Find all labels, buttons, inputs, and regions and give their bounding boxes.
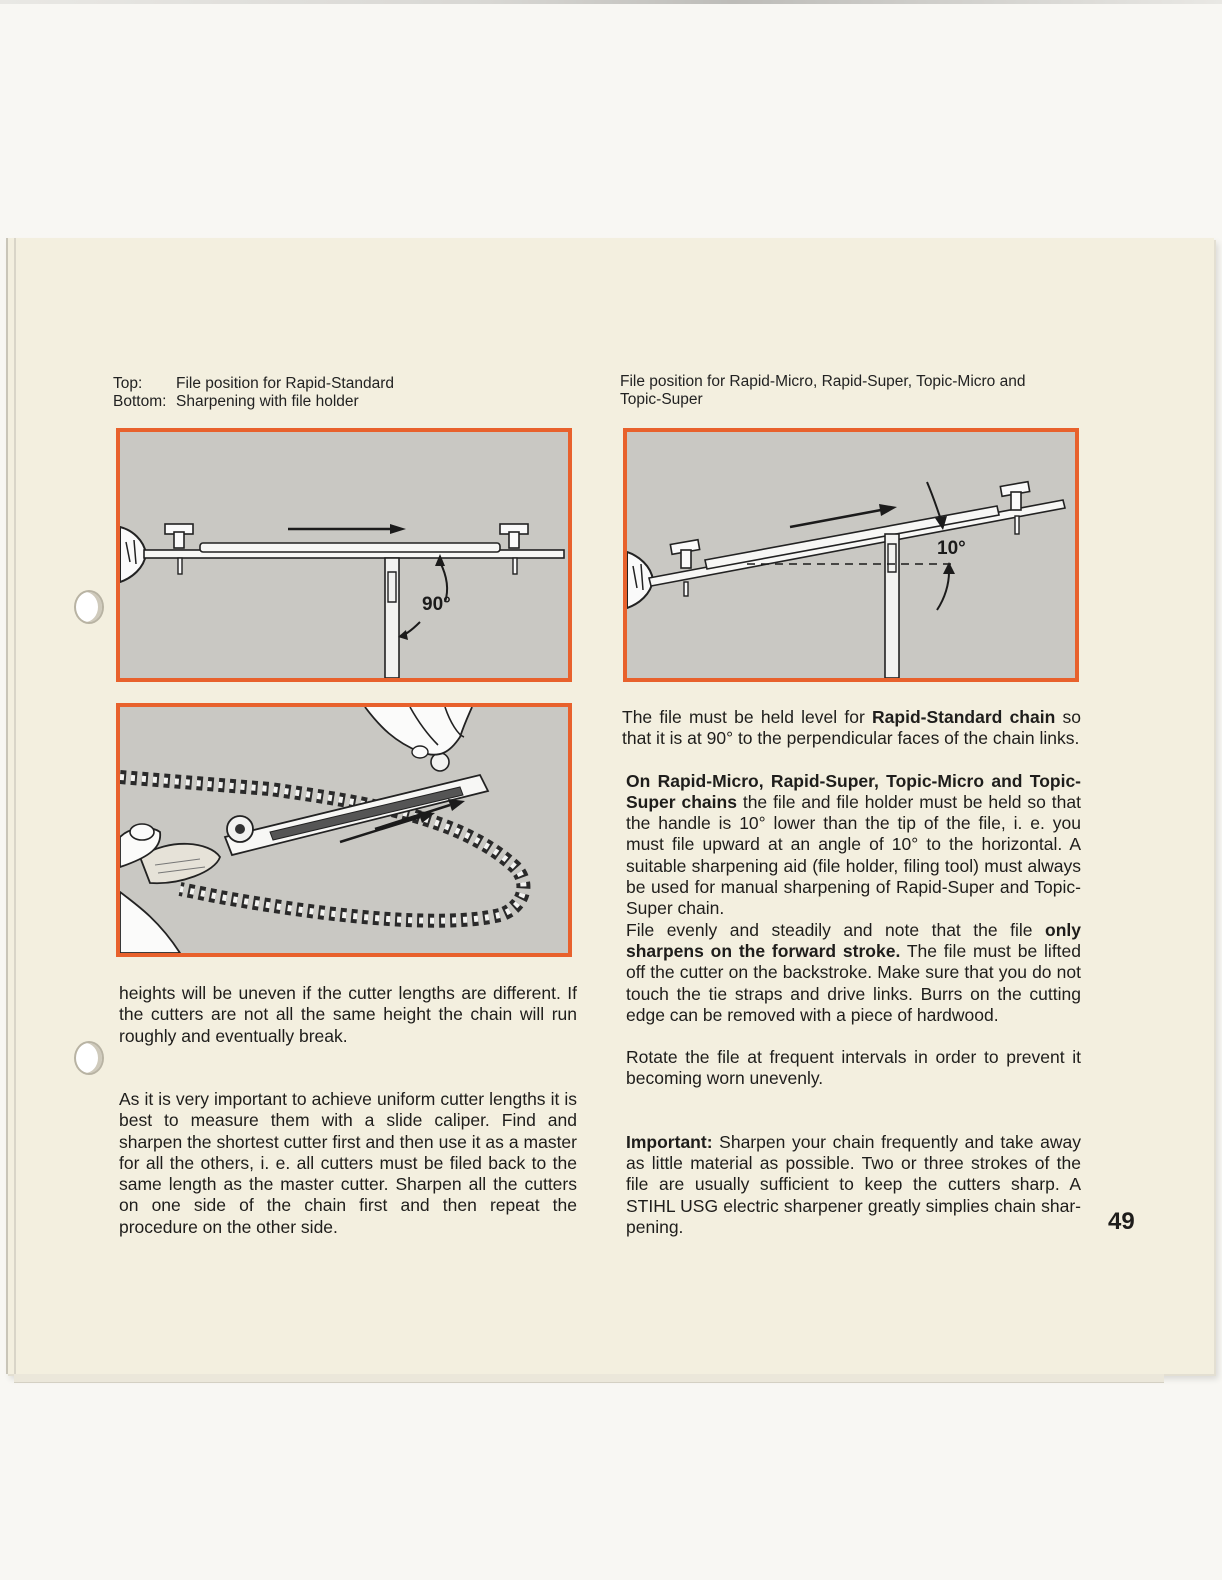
scan-top-edge — [0, 0, 1222, 4]
left-figure-caption — [113, 375, 394, 411]
p1-lead: The file must be held level for — [622, 707, 873, 727]
left-paragraph-2: As it is very important to achieve uniform cutter lengths it is best to measure them with a slide caliper. Find and sharpen the shortest cutter first and then use it as a master for all the others, i. e. all cutters must be filed back to the same length as the master cutter. Sharpen all the cutters on one side of the chain first and then repeat the procedure on the other side. — [119, 1089, 577, 1237]
figure-rapid-micro — [623, 428, 1079, 682]
angle-label-10: 10° — [937, 538, 966, 559]
right-column-text — [622, 707, 1081, 1238]
p5-bold: Important: — [626, 1131, 713, 1152]
right-paragraph-5 — [626, 1132, 1081, 1238]
p2-bold: On Rapid-Micro, Rapid-Super, Topic-Micro and Topic-Super chains — [626, 770, 1081, 812]
p1-tail: so that it is at 90° to the perpendicular faces of the chain links. — [622, 707, 1081, 749]
left-column-text — [119, 983, 577, 1047]
page-stack-edge — [14, 1374, 1164, 1383]
p2-tail: the file and file holder must be held so that the handle is 10° lower than the tip of the file, i. e. you must file upward at an angle of 10° to the horizontal. A suitable sharpening aid (file holder, filing tool) must always be used for manual sharpening of Rapid-Super and Topic-Super chain. — [626, 791, 1081, 919]
left-paragraph-1: heights will be uneven if the cutter lengths are different. If the cutters are not all the same height the chain will run roughly and eventually break. — [119, 983, 577, 1046]
page-binding-edge — [14, 238, 16, 1374]
caption-top-key: Top: — [113, 375, 143, 392]
p3-lead: File evenly and steadily and note that the file — [626, 919, 1046, 940]
chain-sharpening-illustration — [120, 707, 568, 953]
right-figure-caption: File position for Rapid-Micro, Rapid-Super, Topic-Micro and Topic-Super — [620, 373, 1026, 408]
right-paragraph-1 — [622, 707, 1081, 750]
figure-rapid-standard — [116, 428, 572, 682]
figure-sharpening-with-file-holder — [116, 703, 572, 957]
page-number: 49 — [1108, 1208, 1135, 1235]
p3-tail: The file must be lifted off the cutter on the backstroke. Make sure that you do not touch the tie straps and drive links. Burrs on the cutting edge can be removed with a piece of hardwood. — [626, 940, 1082, 1025]
caption-bottom-key: Bottom: — [113, 393, 167, 410]
left-column-text-2 — [119, 1089, 577, 1238]
punch-hole-bottom — [74, 1041, 104, 1075]
right-paragraph-4: Rotate the file at frequent intervals in order to prevent it becoming worn unevenly. — [626, 1047, 1081, 1089]
p1-bold: Rapid-Standard chain — [872, 707, 1056, 727]
right-paragraph-2 — [626, 771, 1081, 920]
file-holder-90-illustration — [120, 432, 568, 678]
punch-hole-top — [74, 590, 104, 624]
file-holder-10-illustration — [627, 432, 1075, 678]
caption-bottom-text: Sharpening with file holder — [176, 393, 359, 410]
angle-label-90: 90° — [422, 594, 451, 615]
caption-top-text: File position for Rapid-Standard — [176, 375, 394, 392]
p3-bold: only sharpens on the forward stroke. — [626, 919, 1081, 961]
right-paragraph-3 — [626, 920, 1081, 1026]
p5-tail: Sharpen your chain frequently and take away as little material as possible. Two or three strokes of the file are usually sufficient to keep the cutters sharp. A STIHL USG electric sharpener greatly simplies chain shar-pening. — [626, 1131, 1081, 1237]
